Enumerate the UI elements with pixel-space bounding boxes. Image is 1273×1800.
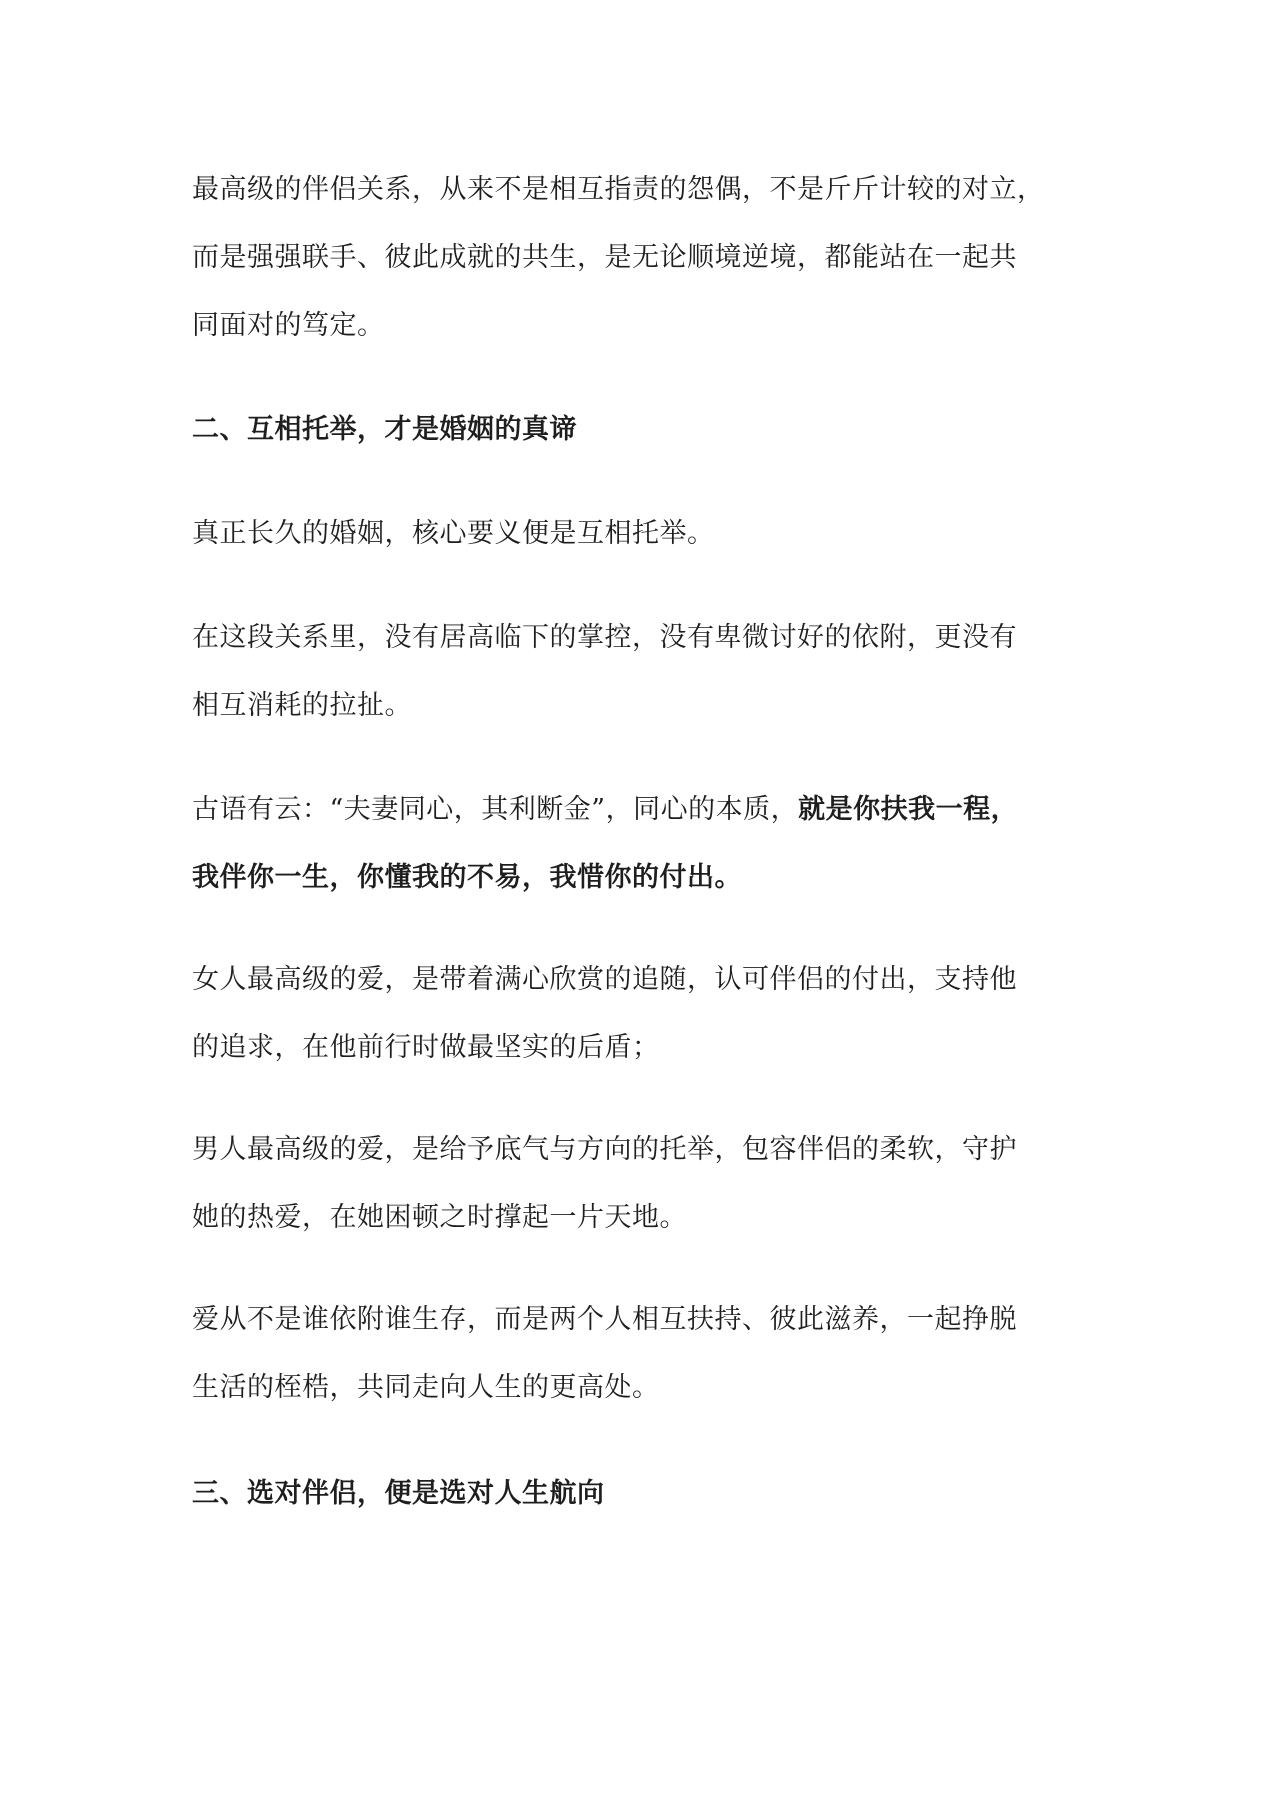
heading-text: 三、选对伴侣，便是选对人生航向	[192, 1478, 605, 1509]
bold-text: 我伴你一生，你懂我的不易，我惜你的付出。	[192, 862, 742, 893]
paragraph-mutual-support	[192, 1286, 1092, 1422]
paragraph-relationship	[192, 604, 1092, 740]
paragraph-proverb	[192, 776, 1092, 912]
bold-text: 就是你扶我一程，	[798, 794, 1019, 825]
section-heading-2	[192, 396, 1092, 464]
paragraph-line: 女人最高级的爱，是带着满心欣赏的追随，认可伴侣的付出，支持他	[192, 964, 1017, 995]
paragraph-line: 爱从不是谁依附谁生存，而是两个人相互扶持、彼此滋养，一起挣脱	[192, 1304, 1017, 1335]
section-heading-3	[192, 1460, 1092, 1528]
paragraph-line: 她的热爱，在她困顿之时撑起一片天地。	[192, 1202, 687, 1233]
heading-text: 二、互相托举，才是婚姻的真谛	[192, 414, 577, 445]
paragraph-line: 同面对的笃定。	[192, 310, 385, 341]
paragraph-line: 真正长久的婚姻，核心要义便是互相托举。	[192, 518, 715, 549]
paragraph-line: 最高级的伴侣关系，从来不是相互指责的怨偶，不是斤斤计较的对立，	[192, 174, 1045, 205]
paragraph-line: 而是强强联手、彼此成就的共生，是无论顺境逆境，都能站在一起共	[192, 242, 1017, 273]
paragraph-line: 男人最高级的爱，是给予底气与方向的托举，包容伴侣的柔软，守护	[192, 1134, 1017, 1165]
paragraph-line	[192, 776, 1092, 844]
paragraph-line: 相互消耗的拉扯。	[192, 690, 412, 721]
paragraph-line: 生活的桎梏，共同走向人生的更高处。	[192, 1372, 660, 1403]
paragraph-line: 的追求，在他前行时做最坚实的后盾；	[192, 1032, 660, 1063]
plain-text: 古语有云：“夫妻同心，其利断金”，同心的本质，	[192, 794, 799, 825]
paragraph-line: 在这段关系里，没有居高临下的掌控，没有卑微讨好的依附，更没有	[192, 622, 1017, 653]
paragraph-woman-love	[192, 946, 1092, 1082]
paragraph-man-love	[192, 1116, 1092, 1252]
paragraph-intro	[192, 156, 1092, 360]
paragraph-core-meaning	[192, 500, 1092, 568]
